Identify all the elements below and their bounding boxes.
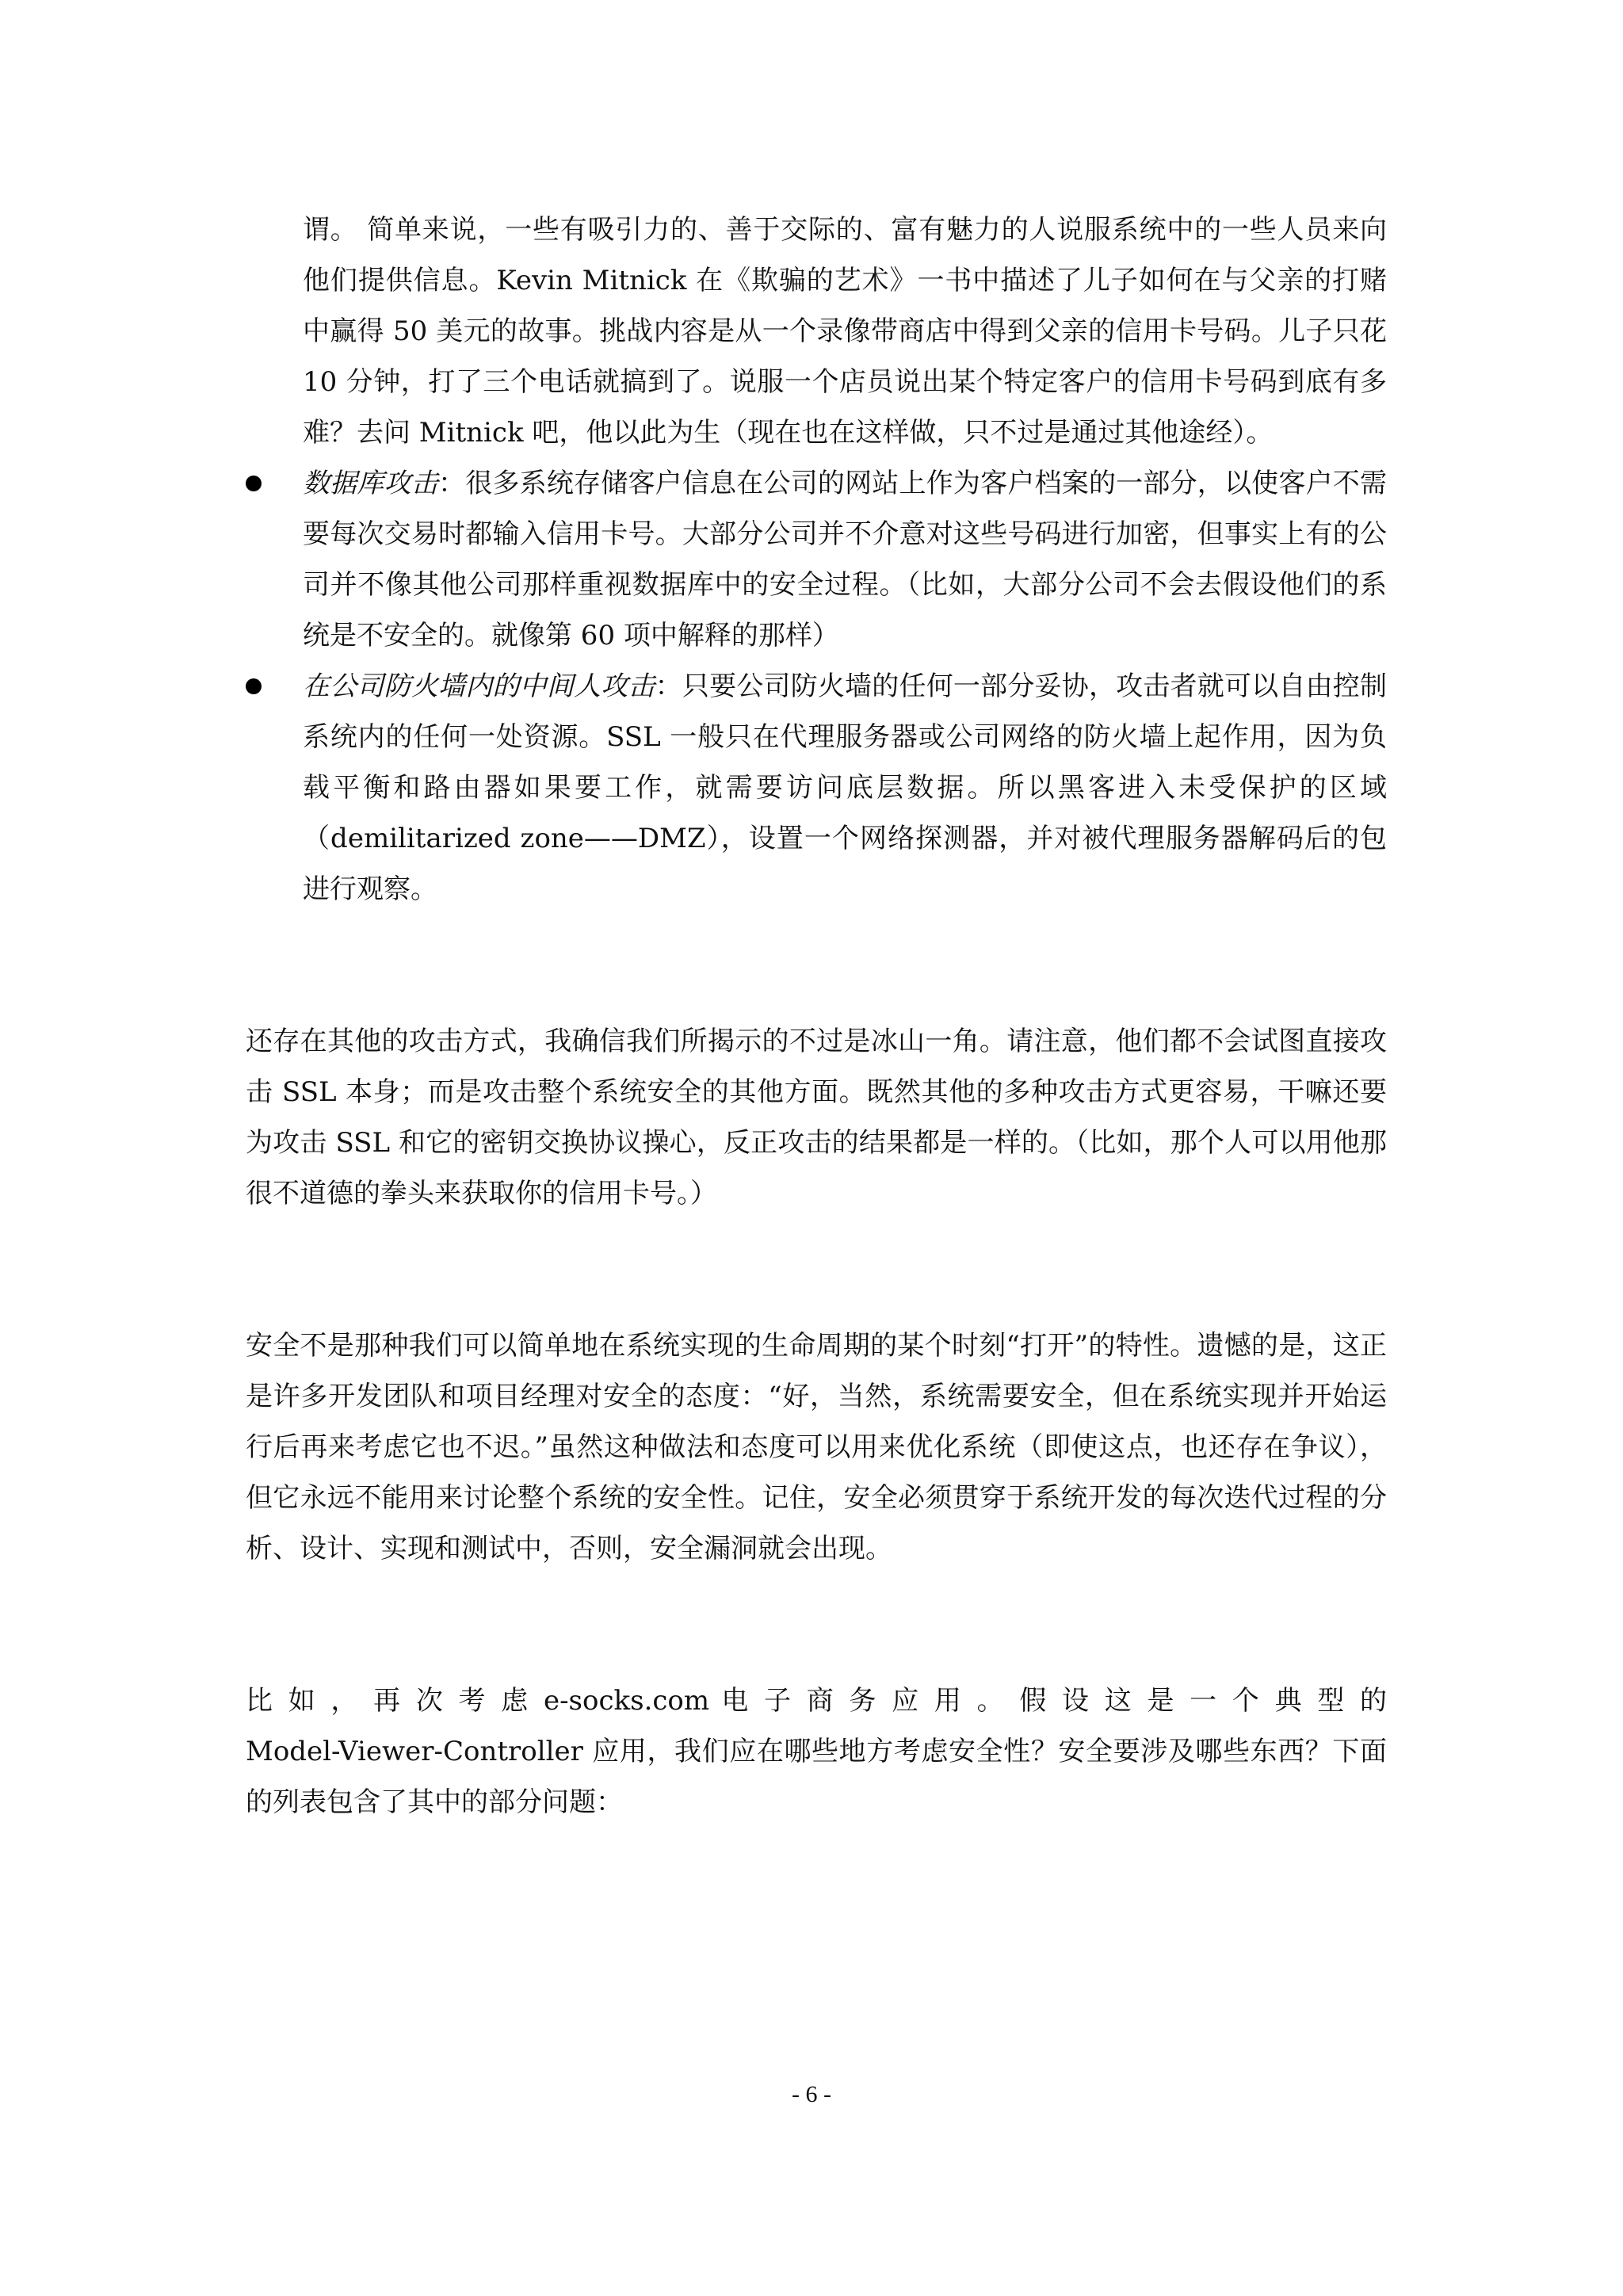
bullet-dot-icon [246, 678, 262, 694]
paragraph-gap [246, 1574, 1387, 1675]
bullet-text: ：很多系统存储客户信息在公司的网站上作为客户档案的一部分，以使客户不需要每次交易时都输入信用卡号。大部分公司并不介意对这些号码进行加密，但事实上有的公司并不像其他公司那样重视数据库中的安全过程。（比如，大部分公司不会去假设他们的系统是不安全的。就像第 60 项中解释的那样） [303, 468, 1388, 651]
final-paragraph-rest: Model-Viewer-Controller 应用，我们应在哪些地方考虑安全性？安全要涉及哪些东西？下面的列表包含了其中的部分问题： [246, 1736, 1387, 1818]
body-paragraph: 安全不是那种我们可以简单地在系统实现的生命周期的某个时刻“打开”的特性。遗憾的是，这正是许多开发团队和项目经理对安全的态度：“好，当然，系统需要安全，但在系统实现并开始运行后再来考虑它也不迟。”虽然这种做法和态度可以用来优化系统（即使这点，也还存在争议），但它永远不能用来讨论整个系统的安全性。记住，安全必须贯穿于系统开发的每次迭代过程的分析、设计、实现和测试中，否则，安全漏洞就会出现。 [246, 1330, 1387, 1564]
final-paragraph [246, 1675, 1387, 1828]
bullet-item-mitm-attack [246, 661, 1387, 915]
page-content [246, 204, 1387, 1828]
paragraph-gap [246, 1219, 1387, 1320]
bullet-item-database-attack [246, 458, 1387, 661]
page-number: - 6 - [792, 2081, 831, 2107]
body-paragraph: 还存在其他的攻击方式，我确信我们所揭示的不过是冰山一角。请注意，他们都不会试图直接攻击 SSL 本身；而是攻击整个系统安全的其他方面。既然其他的多种攻击方式更容易，干嘛还要为攻击 SSL 和它的密钥交换协议操心，反正攻击的结果都是一样的。（比如，那个人可以用他那很不道德的拳头来获取你的信用卡号。） [246, 1026, 1387, 1209]
paragraph-gap [246, 915, 1387, 1016]
bullet-term: 数据库攻击 [303, 468, 439, 499]
final-paragraph-line1: 比 如 ， 再 次 考 虑 e-socks.com 电 子 商 务 应 用 。 假 设 这 是 一 个 典 型 的 [246, 1685, 1387, 1717]
bullet-dot-icon [246, 476, 262, 491]
continuation-paragraph: 谓。 简单来说，一些有吸引力的、善于交际的、富有魅力的人说服系统中的一些人员来向他们提供信息。Kevin Mitnick 在《欺骗的艺术》一书中描述了儿子如何在与父亲的打赌中赢得 50 美元的故事。挑战内容是从一个录像带商店中得到父亲的信用卡号码。儿子只花 10 分钟，打了三个电话就搞到了。说服一个店员说出某个特定客户的信用卡号码到底有多难？去问 Mitnick 吧，他以此为生（现在也在这样做，只不过是通过其他途经）。 [303, 214, 1387, 449]
bullet-text: ：只要公司防火墙的任何一部分妥协，攻击者就可以自由控制系统内的任何一处资源。SSL 一般只在代理服务器或公司网络的防火墙上起作用，因为负载平衡和路由器如果要工作，就需要访问底层数据。所以黑客进入未受保护的区域（demilitarized zone——DMZ），设置一个网络探测器，并对被代理服务器解码后的包进行观察。 [303, 670, 1388, 905]
bullet-term: 在公司防火墙内的中间人攻击 [303, 670, 655, 702]
